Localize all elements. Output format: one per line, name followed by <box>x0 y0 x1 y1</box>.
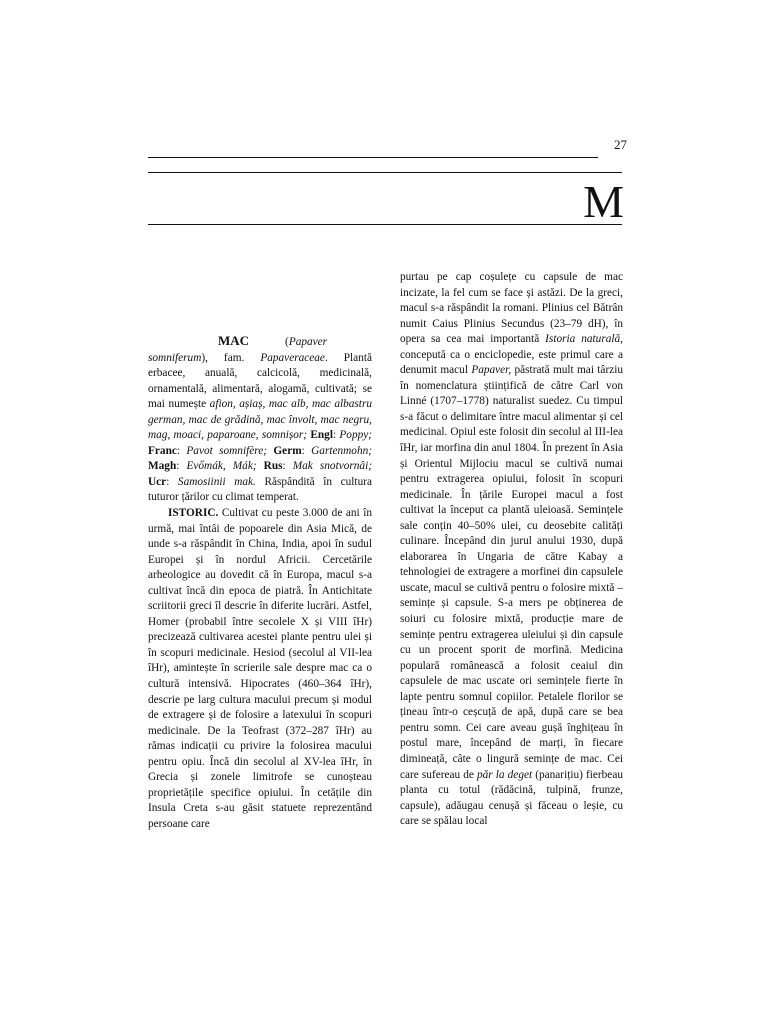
latin-name: Papaver somniferum <box>148 336 328 364</box>
entry-headword: MAC <box>218 333 250 348</box>
header-rule-top <box>148 157 598 158</box>
header-rule-middle <box>148 172 622 173</box>
left-column <box>148 333 372 833</box>
continuation-text-3: păstrată mult mai târziu în nomenclatura științifică de către Carl von Linné (1707–1778) naturalist suedez. Cu timpul s-a făcut o delimitare între macul alimentar și cel medicinal. Opiul este folosit din secolul al III-lea îHr, iar morfina din anul 1804. În prezent în Asia și Orientul Mijlociu macul se cultivă numai pentru extragerea opiului, folosit în scopuri medicinale. În țările Europei macul a fost cultivat la început ca plantă uleioasă. Semințele sale conțin 40–50% ulei, cu deosebite calități culinare. Începând din jurul anului 1930, după elaborarea în Ungaria de către Kabay a tehnologiei de extragere a morfinei din capsulele uscate, macul se cultivă pentru o folosire mixtă – semințe și capsule. S-a mers pe obținerea de soiuri cu folosire mixtă, producție mare de semințe pentru extragerea uleiului și din capsule cu un procent sporit de morfină. Medicina populară românească a folosit ceaiul din capsulele de mac uscate ori semințele fierte în lapte pentru somnul copiilor. Petalele florilor se țineau într-o ceșcuță de apă, după care se bea pentru somn. Cei care aveau gușă înghițeau în postul mare, începând de marți, în fiecare dimineață, câte o lingură semințe de mac. Cei care sufereau de <box>400 364 624 781</box>
history-heading: ISTORIC. <box>168 507 219 520</box>
name-germ: Gartenmohn; <box>311 444 373 457</box>
continuation-text-1: purtau pe cap coșulețe cu capsule de mac incizate, la fel cum se face și astăzi. De la greci, macul s-a răspândit la romani. Plinius cel Bătrân numit Caius Plinius Secundus (23–79 dH), în opera sa cea mai importantă <box>400 271 623 346</box>
history-continuation <box>400 270 623 830</box>
name-magh: Evőmák, Mák; <box>186 460 257 473</box>
lang-rus: Rus <box>263 460 283 473</box>
popular-synonyms: afion, așiaș, mac alb, mac albastru german, mac de grădină, mac învolt, mac negru, mag, moaci, paparoane, somnișor; <box>148 398 372 442</box>
family-name: Papaveraceae <box>260 351 325 364</box>
continuation-text-4: (panarițiu) fierbeau planta cu totul (rădăcină, tulpină, frunze, capsule), adăugau cenușă și făceau o leșie, cu care se spălau local <box>400 768 623 828</box>
name-rus: Mak snotvornâi; <box>292 460 372 473</box>
right-column <box>400 270 623 830</box>
distribution-text: Răspândită în cultura tuturor țărilor cu climat temperat. <box>148 475 372 504</box>
lang-magh: Magh <box>148 460 177 473</box>
history-paragraph <box>148 506 372 832</box>
lang-engl: Engl <box>310 429 333 442</box>
work-title: Istoria naturală <box>545 333 621 346</box>
history-text: Cultivat cu peste 3.000 de ani în urmă, mai întâi de popoarele din Asia Mică, de unde s-a răspândit în China, India, apoi în sudul Europei și în nordul Africii. Cercetările arheologice au dovedit că în Europa, macul s-a cultivat încă din epoca de piatră. În Antichitate scriitorii greci îl descrie în diferite lucrări. Astfel, Homer (probabil între secolele X și VIII îHr) precizează cultivarea acestei plante pentru ulei și în scopuri medicinale. Hesiod (secolul al VII-lea îHr), amintește în scrierile sale despre mac ca o cultură intensivă. Hipocrates (460–364 îHr), descrie pe larg cultura macului precum și modul de extragere și de folosire a latexului în scopuri medicinale. De la Teofrast (372–287 îHr) au rămas indicații cu privire la folosirea macului pentru opiu. Încă din secolul al XV-lea îHr, în Grecia și zonele limitrofe se cunoșteau proprietățile specifice opiului. În cetățile din Insula Creta s-au găsit statuete reprezentând persoane care <box>148 507 372 830</box>
lang-franc: Franc <box>148 444 177 457</box>
entry-description: . Plantă erbacee, anuală, calcicolă, medicinală, ornamentală, alimentară, alogamă, cultivată; se mai numește <box>148 351 372 411</box>
continuation-text-2: , concepută ca o enciclopedie, este primul care a denumit macul <box>400 333 623 377</box>
lang-germ: Germ <box>273 444 302 457</box>
name-franc: Pavot somnifère; <box>186 444 268 457</box>
section-letter: M <box>583 176 624 227</box>
entry-paragraph: MAC (Papaver somniferum), fam. Papaveraceae. Plantă erbacee, anuală, calcicolă, medicinală, ornamentală, alimentară, alogamă, cultivată; se mai numește afion, așiaș, mac alb, mac albastru german, mac de grădină, mac învolt, mac negru, mag, moaci, paparoane, somnișor; Engl: Poppy; Franc: Pavot somnifère; Germ: Gartenmohn; Magh: Evőmák, Mák; Rus: Mak snotvornâi; Ucr: Samosiinii mak. Răspândită în cultura tuturor țărilor cu climat temperat. <box>148 333 373 504</box>
name-ucr: Samosiinii mak. <box>177 475 256 488</box>
header-rule-bottom <box>148 224 622 225</box>
page-number: 27 <box>614 137 627 152</box>
lang-ucr: Ucr <box>148 475 167 488</box>
latin-open: ( <box>285 336 289 348</box>
ailment-name: păr la deget <box>477 768 533 781</box>
name-engl: Poppy; <box>339 429 373 442</box>
genus-name: Papaver, <box>471 364 512 377</box>
latin-close: ), fam. <box>201 351 245 364</box>
